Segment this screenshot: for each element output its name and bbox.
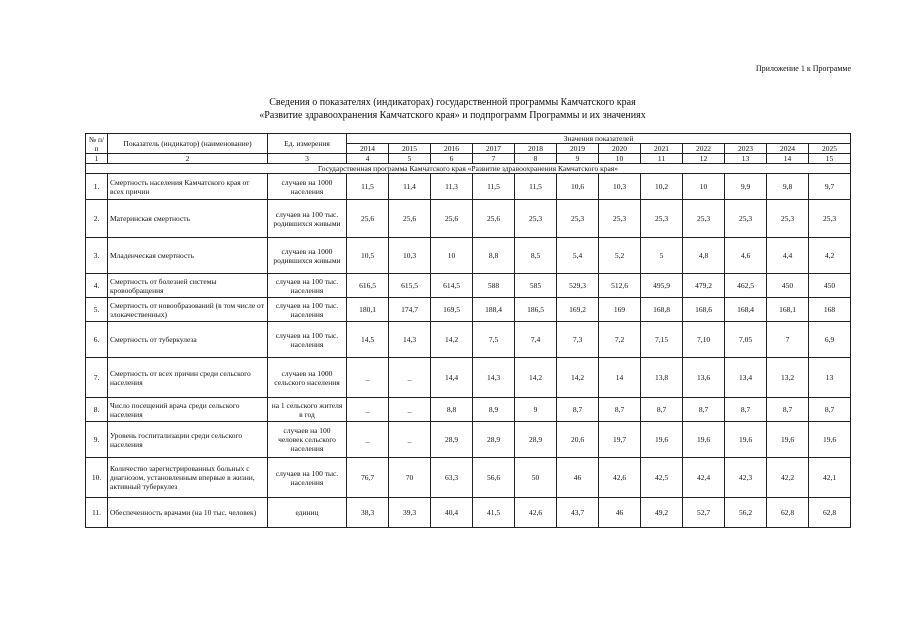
value-cell: 38,3 (347, 498, 389, 528)
row-number: 11. (86, 498, 108, 528)
table-row (86, 274, 851, 298)
value-cell: 495,9 (641, 274, 683, 298)
value-cell: 19,6 (767, 422, 809, 458)
header-colnum: 3 (268, 154, 347, 164)
value-cell: 25,6 (389, 200, 431, 238)
unit-cell: случаев на 100 тыс. населения (268, 298, 347, 322)
value-cell: 63,3 (431, 458, 473, 498)
value-cell: 5 (641, 238, 683, 274)
value-cell: 28,9 (515, 422, 557, 458)
value-cell: 25,3 (641, 200, 683, 238)
value-cell: 14,5 (347, 322, 389, 358)
row-number: 8. (86, 398, 108, 422)
header-year: 2015 (389, 144, 431, 154)
header-year: 2019 (557, 144, 599, 154)
table-row (86, 422, 851, 458)
value-cell: 616,5 (347, 274, 389, 298)
row-number: 7. (86, 358, 108, 398)
section-title: Государственная программа Камчатского края «Развитие здравоохранения Камчатского края» (86, 164, 851, 174)
value-cell: 42,3 (725, 458, 767, 498)
value-cell: 168,8 (641, 298, 683, 322)
header-colnum: 15 (809, 154, 851, 164)
unit-cell: случаев на 1000 населения (268, 174, 347, 200)
header-colnum: 7 (473, 154, 515, 164)
value-cell: 614,5 (431, 274, 473, 298)
value-cell: 28,9 (431, 422, 473, 458)
indicator-name: Материнская смертность (108, 200, 268, 238)
header-year: 2023 (725, 144, 767, 154)
value-cell: 186,5 (515, 298, 557, 322)
value-cell: 174,7 (389, 298, 431, 322)
value-cell: 5,4 (557, 238, 599, 274)
value-cell: 42,5 (641, 458, 683, 498)
value-cell: 4,8 (683, 238, 725, 274)
value-cell: 13,8 (641, 358, 683, 398)
value-cell: 70 (389, 458, 431, 498)
value-cell: 9,8 (767, 174, 809, 200)
value-cell: 25,3 (683, 200, 725, 238)
value-cell: 10,5 (347, 238, 389, 274)
header-colnum: 14 (767, 154, 809, 164)
indicator-name: Смертность от всех причин среди сельского населения (108, 358, 268, 398)
value-cell: 13 (809, 358, 851, 398)
value-cell: 14,3 (389, 322, 431, 358)
value-cell: 19,6 (641, 422, 683, 458)
indicator-name: Обеспеченность врачами (на 10 тыс. человек) (108, 498, 268, 528)
value-cell: 13,6 (683, 358, 725, 398)
value-cell: 8,7 (557, 398, 599, 422)
unit-cell: случаев на 1000 сельского населения (268, 358, 347, 398)
value-cell: 25,3 (557, 200, 599, 238)
indicator-name: Смертность от новообразований (в том числе от злокачественных) (108, 298, 268, 322)
value-cell: _ (389, 358, 431, 398)
header-year: 2018 (515, 144, 557, 154)
value-cell: 9 (515, 398, 557, 422)
indicator-name: Смертность от болезней системы кровообращения (108, 274, 268, 298)
header-values: Значения показателей (347, 134, 851, 144)
unit-cell: единиц (268, 498, 347, 528)
value-cell: 168,1 (767, 298, 809, 322)
header-year: 2014 (347, 144, 389, 154)
header-colnum: 6 (431, 154, 473, 164)
header-unit: Ед. измерения (268, 134, 347, 154)
value-cell: 56,2 (725, 498, 767, 528)
value-cell: 14,2 (557, 358, 599, 398)
header-year: 2016 (431, 144, 473, 154)
value-cell: 14 (599, 358, 641, 398)
value-cell: 7,05 (725, 322, 767, 358)
value-cell: 10 (683, 174, 725, 200)
value-cell: 180,1 (347, 298, 389, 322)
value-cell: 588 (473, 274, 515, 298)
value-cell: 62,8 (809, 498, 851, 528)
value-cell: 11,5 (347, 174, 389, 200)
unit-cell: случаев на 100 тыс. родившихся живыми (268, 200, 347, 238)
value-cell: 62,8 (767, 498, 809, 528)
value-cell: 42,4 (683, 458, 725, 498)
value-cell: 11,5 (473, 174, 515, 200)
document-title (0, 96, 905, 122)
value-cell: 42,6 (599, 458, 641, 498)
value-cell: 10,6 (557, 174, 599, 200)
value-cell: 19,6 (725, 422, 767, 458)
indicators-table (85, 133, 851, 528)
unit-cell: случаев на 100 тыс. населения (268, 274, 347, 298)
value-cell: 13,4 (725, 358, 767, 398)
table-row (86, 298, 851, 322)
header-colnum: 10 (599, 154, 641, 164)
unit-cell: на 1 сельского жителя в год (268, 398, 347, 422)
value-cell: 10,2 (641, 174, 683, 200)
indicator-name: Число посещений врача среди сельского населения (108, 398, 268, 422)
row-number: 3. (86, 238, 108, 274)
row-number: 6. (86, 322, 108, 358)
value-cell: 42,1 (809, 458, 851, 498)
header-year: 2025 (809, 144, 851, 154)
value-cell: 8,8 (431, 398, 473, 422)
row-number: 10. (86, 458, 108, 498)
value-cell: 8,7 (725, 398, 767, 422)
value-cell: 5,2 (599, 238, 641, 274)
value-cell: 46 (599, 498, 641, 528)
value-cell: 4,4 (767, 238, 809, 274)
value-cell: 168,6 (683, 298, 725, 322)
table-row (86, 498, 851, 528)
header-colnum: 1 (86, 154, 108, 164)
value-cell: 14,2 (431, 322, 473, 358)
value-cell: 8,7 (599, 398, 641, 422)
header-colnum: 5 (389, 154, 431, 164)
row-number: 4. (86, 274, 108, 298)
value-cell: 8,7 (683, 398, 725, 422)
value-cell: 7,3 (557, 322, 599, 358)
unit-cell: случаев на 1000 родившихся живыми (268, 238, 347, 274)
value-cell: 479,2 (683, 274, 725, 298)
header-year: 2021 (641, 144, 683, 154)
title-line-2: «Развитие здравоохранения Камчатского края» и подпрограмм Программы и их значениях (259, 110, 646, 121)
table-row (86, 358, 851, 398)
value-cell: 585 (515, 274, 557, 298)
indicator-name: Младенческая смертность (108, 238, 268, 274)
table-row (86, 174, 851, 200)
row-number: 5. (86, 298, 108, 322)
value-cell: 9,7 (809, 174, 851, 200)
value-cell: 50 (515, 458, 557, 498)
value-cell: 168 (809, 298, 851, 322)
value-cell: 25,6 (347, 200, 389, 238)
value-cell: 20,6 (557, 422, 599, 458)
unit-cell: случаев на 100 тыс. населения (268, 322, 347, 358)
value-cell: 169,5 (431, 298, 473, 322)
value-cell: 168,4 (725, 298, 767, 322)
value-cell: 56,6 (473, 458, 515, 498)
value-cell: 52,7 (683, 498, 725, 528)
value-cell: 512,6 (599, 274, 641, 298)
value-cell: 529,3 (557, 274, 599, 298)
row-number: 1. (86, 174, 108, 200)
value-cell: 11,4 (389, 174, 431, 200)
value-cell: 25,3 (599, 200, 641, 238)
value-cell: 40,4 (431, 498, 473, 528)
value-cell: 8,7 (767, 398, 809, 422)
header-colnum: 12 (683, 154, 725, 164)
unit-cell: случаев на 100 человек сельского населения (268, 422, 347, 458)
value-cell: 450 (767, 274, 809, 298)
value-cell: 8,7 (641, 398, 683, 422)
header-colnum: 8 (515, 154, 557, 164)
value-cell: 7,5 (473, 322, 515, 358)
header-colnum: 2 (108, 154, 268, 164)
value-cell: _ (347, 422, 389, 458)
value-cell: _ (389, 398, 431, 422)
value-cell: 14,4 (431, 358, 473, 398)
value-cell: 39,3 (389, 498, 431, 528)
header-year: 2024 (767, 144, 809, 154)
value-cell: 4,2 (809, 238, 851, 274)
value-cell: 25,3 (809, 200, 851, 238)
table-row (86, 322, 851, 358)
table-row (86, 458, 851, 498)
value-cell: 10,3 (599, 174, 641, 200)
value-cell: 25,6 (431, 200, 473, 238)
unit-cell: случаев на 100 тыс. населения (268, 458, 347, 498)
value-cell: 7,15 (641, 322, 683, 358)
value-cell: 188,4 (473, 298, 515, 322)
value-cell: 49,2 (641, 498, 683, 528)
indicator-name: Уровень госпитализации среди сельского населения (108, 422, 268, 458)
value-cell: 6,9 (809, 322, 851, 358)
value-cell: 10,3 (389, 238, 431, 274)
value-cell: _ (347, 358, 389, 398)
value-cell: 462,5 (725, 274, 767, 298)
title-line-1: Сведения о показателях (индикаторах) государственной программы Камчатского края (269, 97, 636, 108)
value-cell: 28,9 (473, 422, 515, 458)
header-year: 2022 (683, 144, 725, 154)
header-year: 2017 (473, 144, 515, 154)
value-cell: 169,2 (557, 298, 599, 322)
value-cell: 8,7 (809, 398, 851, 422)
value-cell: 169 (599, 298, 641, 322)
header-row-1 (86, 134, 851, 144)
value-cell: 25,6 (473, 200, 515, 238)
indicator-name: Смертность от туберкулеза (108, 322, 268, 358)
value-cell: 42,2 (767, 458, 809, 498)
value-cell: 8,5 (515, 238, 557, 274)
header-num: № п/п (86, 134, 108, 154)
indicator-name: Количество зарегистрированных больных с диагнозом, установленным впервые в жизни, активный туберкулез (108, 458, 268, 498)
value-cell: 14,2 (515, 358, 557, 398)
value-cell: 76,7 (347, 458, 389, 498)
value-cell: 8,9 (473, 398, 515, 422)
header-colnum: 13 (725, 154, 767, 164)
value-cell: 42,6 (515, 498, 557, 528)
table-row (86, 238, 851, 274)
value-cell: 41,5 (473, 498, 515, 528)
value-cell: 19,7 (599, 422, 641, 458)
table-row (86, 200, 851, 238)
value-cell: 9,9 (725, 174, 767, 200)
value-cell: 25,3 (767, 200, 809, 238)
value-cell: _ (347, 398, 389, 422)
row-number: 9. (86, 422, 108, 458)
value-cell: 4,6 (725, 238, 767, 274)
value-cell: 19,6 (809, 422, 851, 458)
row-number: 2. (86, 200, 108, 238)
value-cell: 615,5 (389, 274, 431, 298)
value-cell: 11,3 (431, 174, 473, 200)
header-colnum: 11 (641, 154, 683, 164)
value-cell: 43,7 (557, 498, 599, 528)
value-cell: _ (389, 422, 431, 458)
header-year: 2020 (599, 144, 641, 154)
value-cell: 7 (767, 322, 809, 358)
header-colnum: 4 (347, 154, 389, 164)
value-cell: 25,3 (515, 200, 557, 238)
value-cell: 46 (557, 458, 599, 498)
value-cell: 11,5 (515, 174, 557, 200)
section-row (86, 164, 851, 174)
appendix-label: Приложение 1 к Программе (755, 64, 851, 73)
header-indicator: Показатель (индикатор) (наименование) (108, 134, 268, 154)
value-cell: 10 (431, 238, 473, 274)
value-cell: 7,2 (599, 322, 641, 358)
value-cell: 13,2 (767, 358, 809, 398)
table-row (86, 398, 851, 422)
value-cell: 14,3 (473, 358, 515, 398)
header-colnum-row (86, 154, 851, 164)
header-colnum: 9 (557, 154, 599, 164)
indicator-name: Смертность населения Камчатского края от всех причин (108, 174, 268, 200)
value-cell: 25,3 (725, 200, 767, 238)
value-cell: 8,8 (473, 238, 515, 274)
value-cell: 450 (809, 274, 851, 298)
value-cell: 7,4 (515, 322, 557, 358)
value-cell: 19,6 (683, 422, 725, 458)
value-cell: 7,10 (683, 322, 725, 358)
